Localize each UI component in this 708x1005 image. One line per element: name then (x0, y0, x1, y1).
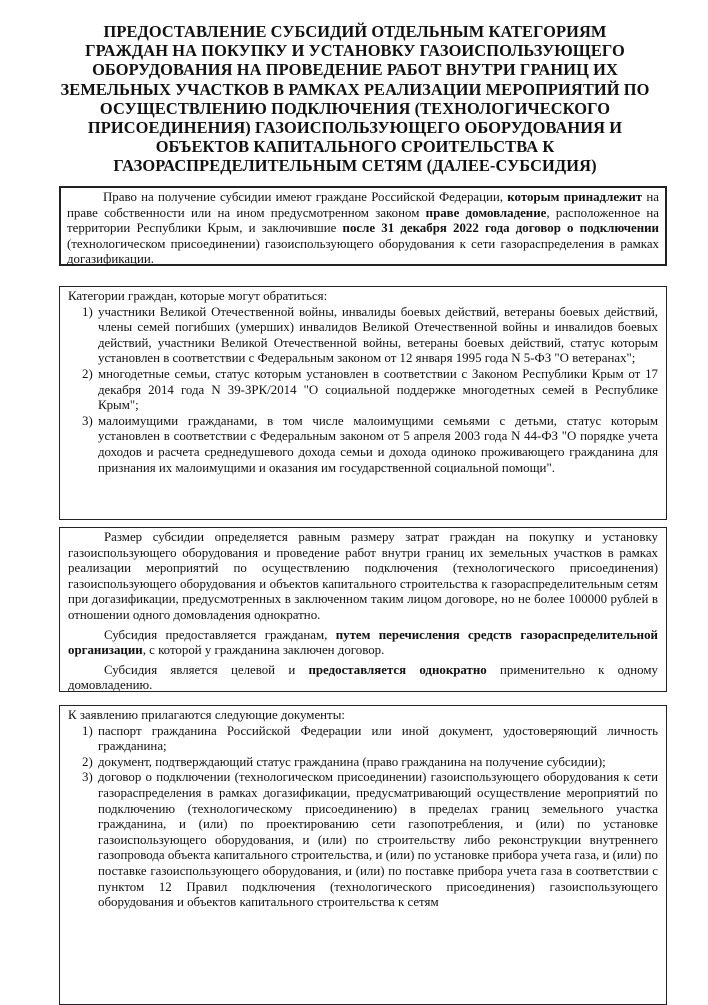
bold-run: после 31 декабря 2022 года договор о подключении (342, 221, 659, 236)
list-item-text: паспорт гражданина Российской Федерации или иной документ, удостоверяющий личность гражданина; (98, 723, 658, 754)
bold-run: которым принадлежит (507, 190, 643, 204)
categories-list (68, 305, 658, 477)
page-title: ПРЕДОСТАВЛЕНИЕ СУБСИДИЙ ОТДЕЛЬНЫМ КАТЕГОРИЯМ ГРАЖДАН НА ПОКУПКУ И УСТАНОВКУ ГАЗОИСПОЛЬЗУЮЩЕГО ОБОРУДОВАНИЯ НА ПРОВЕДЕНИЕ РАБОТ ВНУТРИ ГРАНИЦ ИХ ЗЕМЕЛЬНЫХ УЧАСТКОВ В РАМКАХ РЕАЛИЗАЦИИ МЕРОПРИЯТИЙ ПО ОСУЩЕСТВЛЕНИЮ ПОДКЛЮЧЕНИЯ (ТЕХНОЛОГИЧЕСКОГО ПРИСОЕДИНЕНИЯ) ГАЗОИСПОЛЬЗУЮЩЕГО ОБОРУДОВАНИЯ И ОБЪЕКТОВ КАПИТАЛЬНОГО СРОИТЕЛЬСТВА К ГАЗОРАСПРЕДЕЛИТЕЛЬНЫМ СЕТЯМ (ДАЛЕЕ-СУБСИДИЯ) (60, 22, 650, 176)
list-number: 2) (82, 754, 93, 769)
list-item-text: многодетные семьи, статус которым установлен в соответствии с Законом Республики Крым от 17 декабря 2014 года N 39-ЗРК/2014 "О социальной поддержке многодетных семей в Республике Крым"; (98, 366, 658, 413)
list-item (68, 367, 658, 414)
text-run: (технологическом присоединении) газоиспользующего оборудования к сети газораспределения в рамках догазификации. (67, 236, 659, 267)
text-run: Субсидия предоставляется гражданам, (104, 627, 336, 642)
categories-box (59, 286, 667, 520)
categories-heading: Категории граждан, которые могут обратиться: (68, 289, 328, 303)
subsidy-amount-box (59, 527, 667, 692)
list-number: 2) (82, 366, 93, 381)
list-item (68, 770, 658, 910)
list-number: 3) (82, 770, 93, 785)
bold-run: праве домовладение (425, 205, 547, 220)
documents-list (68, 724, 658, 911)
text-run: , с которой у гражданина заключен договор. (142, 643, 385, 658)
bold-run: предоставляется однократно (308, 662, 487, 677)
list-item-text: малоимущими гражданами, в том числе малоимущими семьями с детьми, статус которым установлен в соответствии с Федеральным законом от 5 апреля 2003 года N 44-ФЗ "О порядке учета доходов и расчета среднедушевого дохода семьи и дохода одиноко проживающего гражданина для признания их малоимущими и оказания им государственной социальной помощи". (98, 413, 658, 475)
documents-heading: К заявлению прилагаются следующие документы: (68, 708, 345, 722)
text-run: Право на получение субсидии имеют граждане Российской Федерации, (103, 190, 508, 204)
list-number: 1) (82, 304, 93, 319)
list-item (68, 305, 658, 367)
amount-paragraph: Размер субсидии определяется равным размеру затрат граждан на покупку и установку газоиспользующего оборудования и проведение работ внутри границ их земельных участков в рамках реализации мероприятий по осуществлению подключения (технологического присоединения) газоиспользующего оборудования и объектов капитального строительства к газораспределительным сетям при догазификации, предусмотренных в заключенном таким лицом договоре, но не более 100000 рублей в отношении одного домовладения однократно. (68, 530, 658, 622)
list-item (68, 755, 658, 771)
text-run: Субсидия является целевой и (104, 662, 309, 677)
list-number: 1) (82, 723, 93, 738)
list-number: 3) (82, 413, 93, 428)
documents-box (59, 705, 667, 1005)
list-item-text: документ, подтверждающий статус гражданина (право гражданина на получение субсидии); (98, 754, 606, 769)
purpose-paragraph (68, 663, 658, 694)
text-run: применительно к одному домовладению. (68, 662, 658, 693)
text-run: , расположенное на территории Республики Крым, и заключившие (67, 205, 659, 236)
text-run: на праве собственности или на ином предусмотренном законом (67, 190, 660, 220)
bold-run: путем перечисления средств газораспределительной организации (68, 627, 658, 658)
list-item (68, 724, 658, 755)
list-item-text: участники Великой Отечественной войны, инвалиды боевых действий, ветераны боевых действий, члены семей погибших (умерших) инвалидов Великой Отечественной войны и инвалидов боевых действий, участники Великой Отечественной войны, ветераны боевых действий, статус которым установлен в соответствии с Федеральным законом от 12 января 1995 года N 5-ФЗ "О ветеранах"; (98, 304, 658, 366)
list-item (68, 414, 658, 476)
eligibility-box (59, 186, 667, 266)
eligibility-paragraph (67, 190, 659, 268)
list-item-text: договор о подключении (технологическом присоединении) газоиспользующего оборудования к сети газораспределения в рамках догазификации, предусматривающий осуществление мероприятий по подключению (технологическому присоединению) в пределах границ земельного участка гражданина, и (или) по проектированию сети газопотребления, и (или) по установке газоиспользующего оборудования, и (или) по строительству либо реконструкции внутреннего газопровода объекта капитального строительства, и (или) по установке прибора учета газа, и (или) по поставке газоиспользующего оборудования, и (или) по поставке прибора учета газа в соответствии с пунктом 12 Правил подключения (технологического присоединения) газоиспользующего оборудования и объектов капитального строительства к сетям (98, 770, 658, 910)
payment-paragraph (68, 628, 658, 659)
